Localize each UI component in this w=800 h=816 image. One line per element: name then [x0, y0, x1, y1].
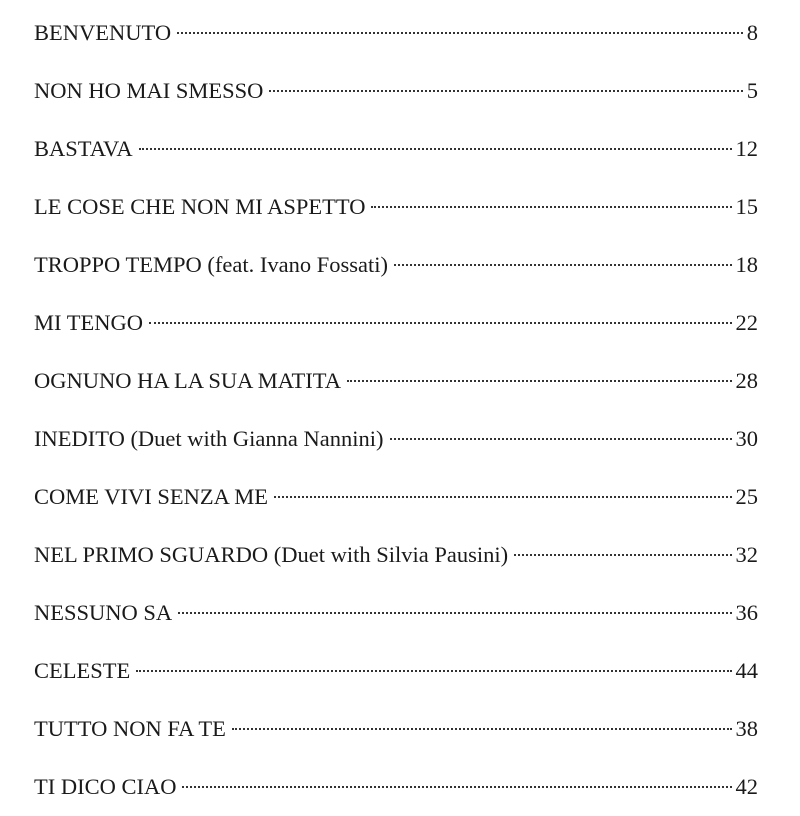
dot-leader	[269, 90, 742, 92]
toc-entry-page: 15	[735, 194, 758, 219]
toc-entry-page: 8	[746, 20, 758, 45]
dot-leader	[394, 264, 732, 266]
toc-entry-title: LE COSE CHE NON MI ASPETTO	[34, 194, 366, 219]
toc-entry	[34, 62, 758, 120]
toc-entry-page: 30	[735, 426, 758, 451]
toc-entry-title: NESSUNO SA	[34, 600, 173, 625]
toc-entry-title: BASTAVA	[34, 136, 133, 161]
toc-entry-page: 32	[735, 542, 758, 567]
dot-leader	[177, 32, 743, 34]
toc-entry	[34, 4, 758, 62]
toc-entry	[34, 352, 758, 410]
toc-entry-page: 28	[735, 368, 758, 393]
toc-entry	[34, 120, 758, 178]
dot-leader	[390, 438, 732, 440]
toc-entry-title: TI DICO CIAO	[34, 774, 177, 799]
toc-entry-title: COME VIVI SENZA ME	[34, 484, 268, 509]
toc-entry-page: 22	[735, 310, 758, 335]
toc-entry-title: OGNUNO HA LA SUA MATITA	[34, 368, 341, 393]
toc-entry-title: TROPPO TEMPO (feat. Ivano Fossati)	[34, 252, 388, 277]
toc-entry-title: NON HO MAI SMESSO	[34, 78, 264, 103]
toc-entry	[34, 294, 758, 352]
dot-leader	[136, 670, 731, 672]
dot-leader	[149, 322, 732, 324]
toc-entry	[34, 758, 758, 816]
dot-leader	[371, 206, 731, 208]
dot-leader	[178, 612, 731, 614]
toc-entry-title: INEDITO (Duet with Gianna Nannini)	[34, 426, 384, 451]
toc-entry-page: 38	[735, 716, 758, 741]
toc-entry-page: 36	[735, 600, 758, 625]
toc-entry	[34, 178, 758, 236]
toc-entry	[34, 700, 758, 758]
table-of-contents	[34, 4, 758, 816]
toc-entry-title: BENVENUTO	[34, 20, 172, 45]
dot-leader	[139, 148, 732, 150]
toc-entry	[34, 468, 758, 526]
toc-entry-page: 5	[746, 78, 758, 103]
toc-entry	[34, 236, 758, 294]
toc-entry-page: 12	[735, 136, 758, 161]
toc-entry	[34, 526, 758, 584]
dot-leader	[274, 496, 732, 498]
toc-entry-page: 25	[735, 484, 758, 509]
toc-entry	[34, 584, 758, 642]
dot-leader	[514, 554, 731, 556]
toc-entry	[34, 642, 758, 700]
toc-entry-page: 44	[735, 658, 758, 683]
toc-entry-title: MI TENGO	[34, 310, 143, 335]
dot-leader	[182, 786, 731, 788]
toc-entry-title: NEL PRIMO SGUARDO (Duet with Silvia Pausini)	[34, 542, 509, 567]
toc-entry-title: TUTTO NON FA TE	[34, 716, 226, 741]
dot-leader	[232, 728, 732, 730]
toc-entry	[34, 410, 758, 468]
dot-leader	[347, 380, 732, 382]
toc-entry-page: 42	[735, 774, 758, 799]
toc-entry-title: CELESTE	[34, 658, 131, 683]
toc-entry-page: 18	[735, 252, 758, 277]
